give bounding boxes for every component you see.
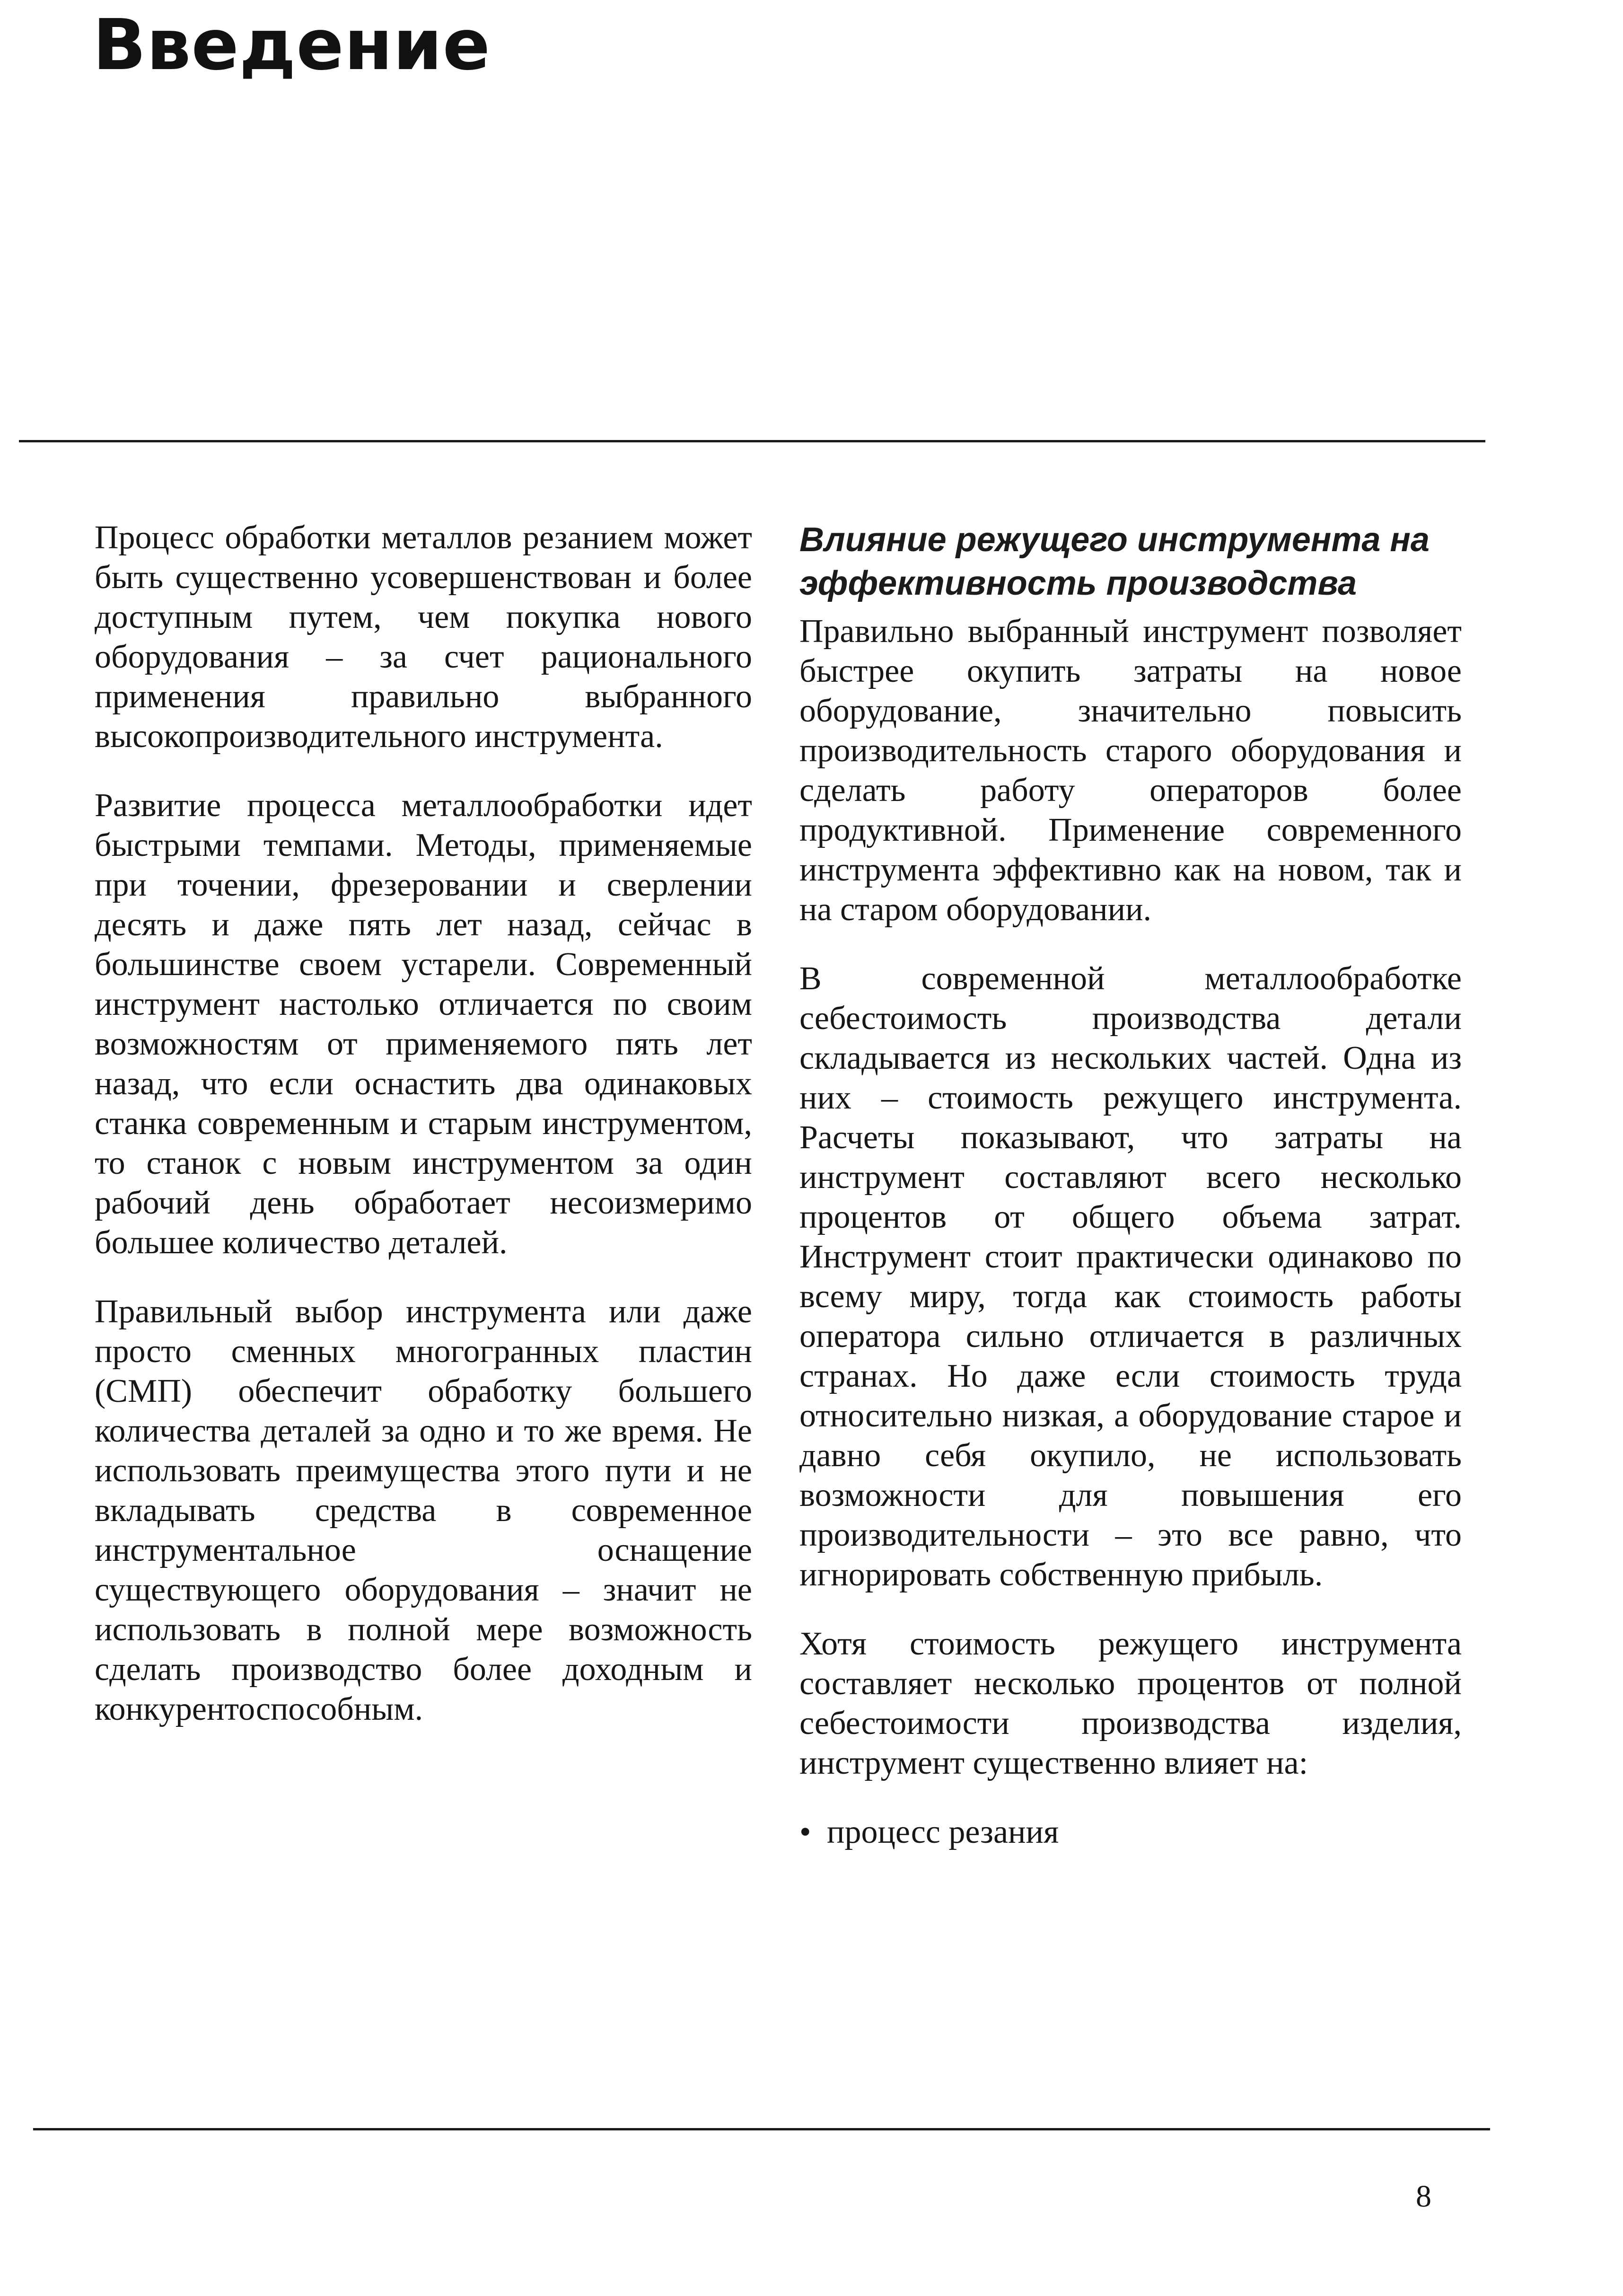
right-paragraph-1: Правильно выбранный инструмент позволяет быстрее окупить затраты на новое оборудование, значительно повысить производительность старого оборудования и сделать работу операторов более продуктивной. Применение современного инструмента эффективно как на новом, так и на старом оборудовании. [799, 613, 1462, 928]
left-paragraph-3: Правильный выбор инструмента или даже просто сменных многогранных пластин (СМП) обеспечит обработку большего количества деталей за одно и то же время. Не использовать преимущества этого пути и не вкладывать средства в современное инструментальное оснащение существующего оборудования – значит не использовать в полной мере возможность сделать производство более доходным и конкурентоспособным. [95, 1293, 752, 1727]
section-heading: Влияние режущего инструмента на эффективность производства [799, 521, 1430, 602]
right-column [799, 518, 1462, 1852]
right-paragraph-3: Хотя стоимость режущего инструмента составляет несколько процентов от полной себестоимости производства изделия, инструмент существенно влияет на: [799, 1626, 1462, 1781]
bullet-list [799, 1812, 1462, 1852]
left-paragraph-1: Процесс обработки металлов резанием может быть существенно усовершенствован и более доступным путем, чем покупка нового оборудования – за счет рационального применения правильно выбранного высокопроизводительного инструмента. [95, 519, 752, 755]
bottom-divider [33, 2128, 1490, 2130]
right-paragraph-2: В современной металлообработке себестоимость производства детали складывается из нескольких частей. Одна из них – стоимость режущего инструмента. Расчеты показывают, что затраты на инструмент составляют всего несколько процентов от общего объема затрат. Инструмент стоит практически одинаково по всему миру, тогда как стоимость работы оператора сильно отличается в различных странах. Но даже если стоимость труда относительно низкая, а оборудование старое и давно себя окупило, не использовать возможности для повышения его производительности – это все равно, что игнорировать собственную прибыль. [799, 960, 1462, 1593]
bullet-item: • процесс резания [799, 1812, 1462, 1852]
page-number: 8 [1416, 2179, 1431, 2214]
top-divider [19, 440, 1485, 442]
left-paragraph-2: Развитие процесса металлообработки идет быстрыми темпами. Методы, применяемые при точении, фрезеровании и сверлении десять и даже пять лет назад, сейчас в большинстве своем устарели. Современный инструмент настолько отличается по своим возможностям от применяемого пять лет назад, что если оснастить два одинаковых станка современным и старым инструментом, то станок с новым инструментом за один рабочий день обработает несоизмеримо большее количество деталей. [95, 787, 752, 1261]
left-column [95, 518, 752, 1759]
page-title: Введение [93, 4, 491, 86]
